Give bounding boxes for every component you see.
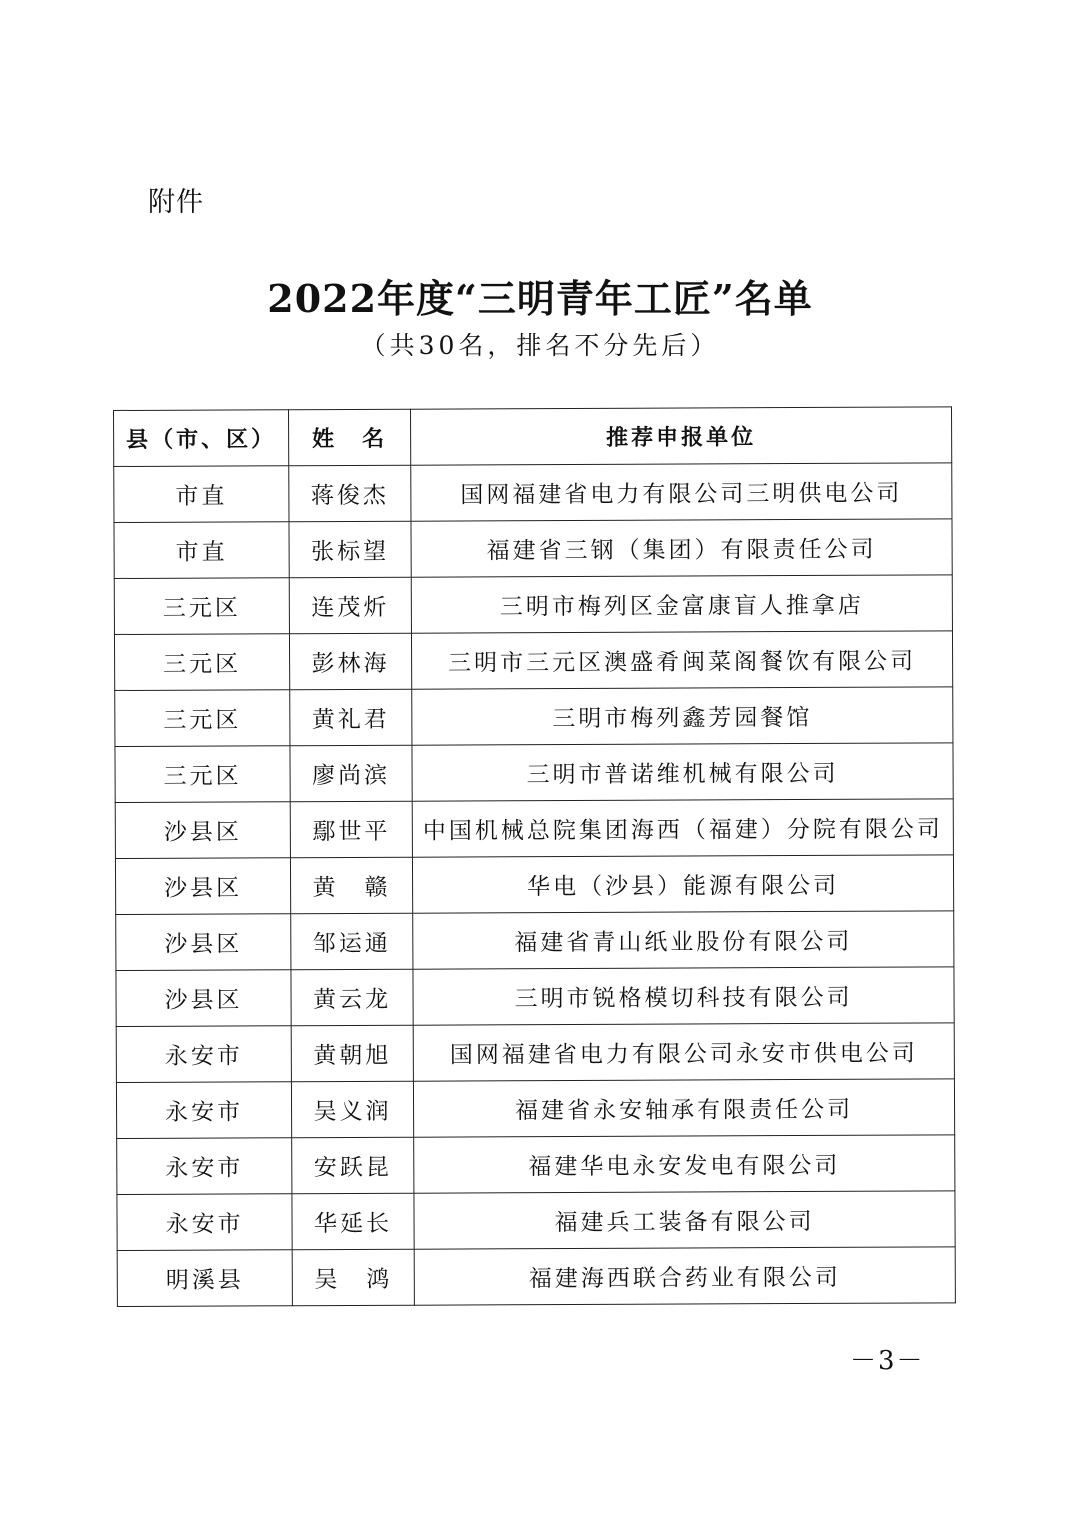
cell-county: 三元区 (115, 746, 290, 803)
cell-county: 三元区 (115, 690, 290, 747)
cell-name: 连茂炘 (289, 577, 411, 634)
cell-unit: 国网福建省电力有限公司永安市供电公司 (413, 1023, 954, 1081)
cell-unit: 华电（沙县）能源有限公司 (412, 855, 953, 913)
cell-name: 吴义润 (291, 1081, 413, 1138)
table-header-row (114, 407, 952, 467)
cell-unit: 三明市三元区澳盛肴闽菜阁餐饮有限公司 (411, 631, 952, 689)
table-row (117, 1135, 955, 1195)
cell-county: 沙县区 (116, 970, 291, 1027)
cell-county: 市直 (114, 466, 289, 523)
cell-county: 明溪县 (117, 1250, 292, 1307)
cell-county: 三元区 (114, 634, 289, 691)
table-row (115, 855, 953, 915)
cell-county: 永安市 (117, 1138, 292, 1195)
document-title: 2022年度“三明青年工匠”名单 (267, 276, 813, 321)
cell-county: 永安市 (117, 1194, 292, 1251)
roster-body (114, 463, 956, 1307)
cell-name: 黄 赣 (290, 857, 412, 914)
cell-county: 沙县区 (115, 802, 290, 859)
cell-county: 三元区 (114, 578, 289, 635)
table-row (115, 799, 953, 859)
table-row (115, 743, 953, 803)
table-row (116, 911, 954, 971)
table-row (117, 1247, 955, 1307)
cell-name: 廖尚滨 (290, 745, 412, 802)
cell-unit: 国网福建省电力有限公司三明供电公司 (411, 463, 952, 521)
table-row (114, 519, 952, 579)
cell-unit: 福建华电永安发电有限公司 (414, 1135, 955, 1193)
cell-unit: 福建省三钢（集团）有限责任公司 (411, 519, 952, 577)
cell-unit: 三明市锐格模切科技有限公司 (413, 967, 954, 1025)
column-header-county: 县（市、区） (114, 410, 289, 467)
cell-name: 黄礼君 (290, 689, 412, 746)
table-row (114, 575, 952, 635)
page-number: －3－ (850, 1346, 925, 1376)
cell-unit: 三明市普诺维机械有限公司 (412, 743, 953, 801)
table-row (116, 1023, 954, 1083)
table-row (115, 687, 953, 747)
cell-name: 黄云龙 (291, 969, 413, 1026)
cell-county: 沙县区 (115, 858, 290, 915)
document-subtitle: （共30名，排名不分先后） (360, 331, 720, 360)
attachment-label: 附件 (148, 187, 204, 218)
table-row (116, 967, 954, 1027)
cell-unit: 中国机械总院集团海西（福建）分院有限公司 (412, 799, 953, 857)
cell-name: 华延长 (292, 1193, 414, 1250)
cell-name: 吴 鸿 (292, 1249, 414, 1306)
column-header-unit: 推荐申报单位 (410, 407, 951, 465)
cell-unit: 福建省青山纸业股份有限公司 (413, 911, 954, 969)
cell-name: 邹运通 (291, 913, 413, 970)
cell-unit: 福建兵工装备有限公司 (414, 1191, 955, 1249)
roster-table (113, 406, 956, 1307)
cell-unit: 三明市梅列鑫芳园餐馆 (412, 687, 953, 745)
table-row (114, 463, 952, 523)
cell-name: 黄朝旭 (291, 1025, 413, 1082)
cell-county: 永安市 (116, 1026, 291, 1083)
cell-unit: 三明市梅列区金富康盲人推拿店 (411, 575, 952, 633)
cell-county: 沙县区 (116, 914, 291, 971)
table-row (114, 631, 952, 691)
cell-unit: 福建海西联合药业有限公司 (414, 1247, 955, 1305)
cell-name: 彭林海 (289, 633, 411, 690)
table-row (116, 1079, 954, 1139)
cell-name: 蒋俊杰 (289, 465, 411, 522)
cell-county: 永安市 (116, 1082, 291, 1139)
cell-county: 市直 (114, 522, 289, 579)
cell-name: 鄢世平 (290, 801, 412, 858)
table-row (117, 1191, 955, 1251)
cell-unit: 福建省永安轴承有限责任公司 (413, 1079, 954, 1137)
cell-name: 安跃昆 (292, 1137, 414, 1194)
cell-name: 张标望 (289, 521, 411, 578)
column-header-name: 姓 名 (289, 409, 411, 466)
